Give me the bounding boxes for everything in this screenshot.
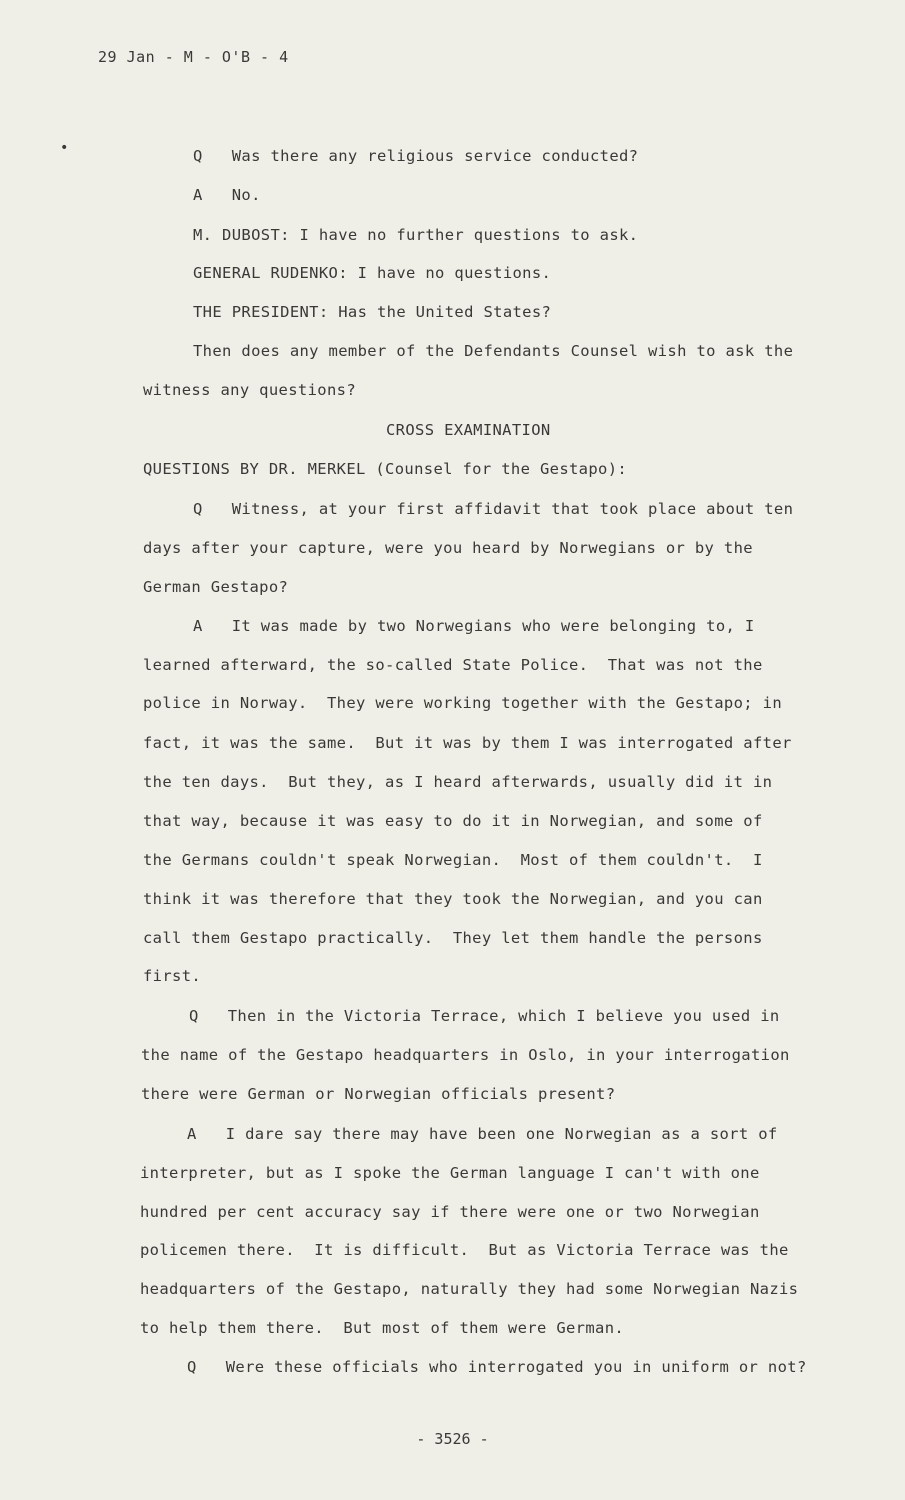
text-line: police in Norway. They were working together with the Gestapo; in [143,694,782,712]
text-line: call them Gestapo practically. They let them handle the persons [143,929,763,947]
text-line: Q Then in the Victoria Terrace, which I believe you used in [189,1007,780,1025]
text-line: the name of the Gestapo headquarters in Oslo, in your interrogation [141,1046,790,1064]
text-line: M. DUBOST: I have no further questions to ask. [193,226,639,244]
text-line: that way, because it was easy to do it in Norwegian, and some of [143,812,763,830]
text-line: the Germans couldn't speak Norwegian. Most of them couldn't. I [143,851,763,869]
text-line: interpreter, but as I spoke the German language I can't with one [140,1164,760,1182]
text-line: A No. [193,186,261,204]
text-line: German Gestapo? [143,578,289,596]
text-line: first. [143,967,202,985]
text-line: A It was made by two Norwegians who were belonging to, I [193,617,755,635]
text-line: Q Were these officials who interrogated you in uniform or not? [187,1358,807,1376]
text-line: to help them there. But most of them were German. [140,1319,625,1337]
text-line: THE PRESIDENT: Has the United States? [193,303,552,321]
text-line: fact, it was the same. But it was by them I was interrogated after [143,734,792,752]
text-line: A I dare say there may have been one Norwegian as a sort of [187,1125,778,1143]
text-line: learned afterward, the so-called State Police. That was not the [143,656,763,674]
page-number: - 3526 - [416,1430,489,1448]
text-line: QUESTIONS BY DR. MERKEL (Counsel for the Gestapo): [143,460,628,478]
text-line: Q Was there any religious service conducted? [193,147,639,165]
text-line: there were German or Norwegian officials present? [141,1085,616,1103]
text-line: Then does any member of the Defendants Counsel wish to ask the [193,342,794,360]
text-line: think it was therefore that they took the Norwegian, and you can [143,890,763,908]
text-line: GENERAL RUDENKO: I have no questions. [193,264,552,282]
margin-mark: • [60,140,69,156]
text-line: policemen there. It is difficult. But as Victoria Terrace was the [140,1241,789,1259]
text-line: witness any questions? [143,381,356,399]
text-line: hundred per cent accuracy say if there were one or two Norwegian [140,1203,760,1221]
text-line: Q Witness, at your first affidavit that took place about ten [193,500,794,518]
section-heading: CROSS EXAMINATION [386,421,551,439]
text-line: the ten days. But they, as I heard afterwards, usually did it in [143,773,773,791]
text-line: days after your capture, were you heard by Norwegians or by the [143,539,753,557]
page-header: 29 Jan - M - O'B - 4 [98,48,289,66]
text-line: headquarters of the Gestapo, naturally they had some Norwegian Nazis [140,1280,799,1298]
